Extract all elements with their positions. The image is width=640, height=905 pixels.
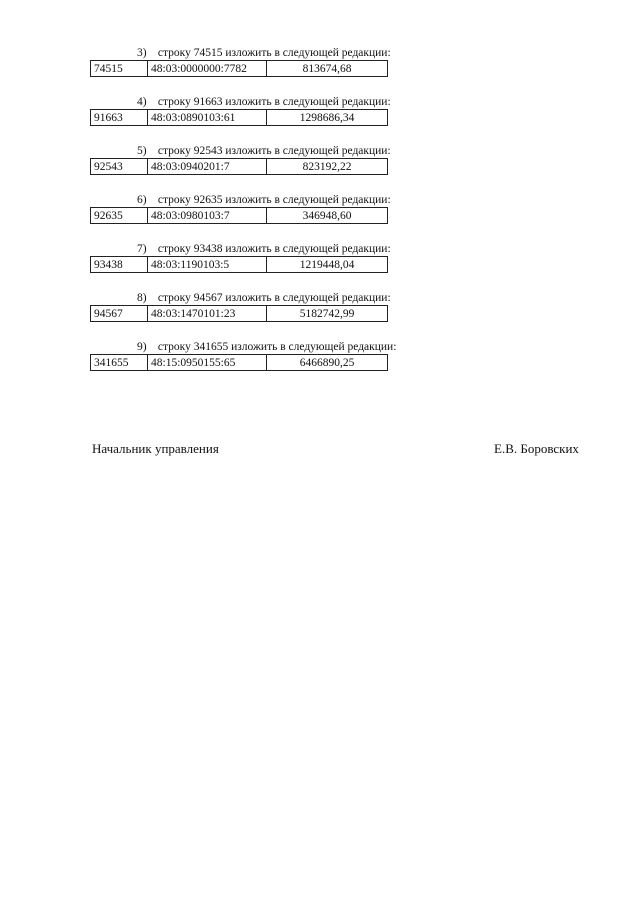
cadastral-number-cell: 48:03:0940201:7 bbox=[148, 159, 267, 175]
item-number: 6) bbox=[137, 194, 147, 206]
item-number: 4) bbox=[137, 96, 147, 108]
cadastral-number-cell: 48:03:1470101:23 bbox=[148, 306, 267, 322]
item-text: строку 92543 изложить в следующей редакции: bbox=[157, 145, 391, 157]
amendment-table bbox=[90, 207, 388, 224]
row-id-cell: 94567 bbox=[91, 306, 148, 322]
amendment-heading bbox=[137, 193, 391, 207]
row-id-cell: 74515 bbox=[91, 61, 148, 77]
amendment-heading bbox=[137, 144, 391, 158]
signatory-name: Е.В. Боровских bbox=[494, 441, 579, 456]
row-id-cell: 341655 bbox=[91, 355, 148, 371]
row-id-cell: 92543 bbox=[91, 159, 148, 175]
item-number: 8) bbox=[137, 292, 147, 304]
amendment-heading bbox=[137, 242, 391, 256]
value-cell: 346948,60 bbox=[267, 208, 388, 224]
table-row bbox=[91, 355, 388, 371]
table-row bbox=[91, 110, 388, 126]
cadastral-number-cell: 48:03:0980103:7 bbox=[148, 208, 267, 224]
table-row bbox=[91, 159, 388, 175]
item-number: 5) bbox=[137, 145, 147, 157]
row-id-cell: 92635 bbox=[91, 208, 148, 224]
row-id-cell: 91663 bbox=[91, 110, 148, 126]
item-text: строку 94567 изложить в следующей редакции: bbox=[157, 292, 391, 304]
amendment-heading bbox=[137, 95, 391, 109]
amendment-table bbox=[90, 109, 388, 126]
cadastral-number-cell: 48:15:0950155:65 bbox=[148, 355, 267, 371]
item-text: строку 74515 изложить в следующей редакции: bbox=[157, 47, 391, 59]
table-row bbox=[91, 257, 388, 273]
value-cell: 1219448,04 bbox=[267, 257, 388, 273]
value-cell: 813674,68 bbox=[267, 61, 388, 77]
item-text: строку 93438 изложить в следующей редакции: bbox=[157, 243, 391, 255]
amendment-table bbox=[90, 354, 388, 371]
cadastral-number-cell: 48:03:0890103:61 bbox=[148, 110, 267, 126]
amendment-table bbox=[90, 256, 388, 273]
amendment-table bbox=[90, 305, 388, 322]
item-text: строку 91663 изложить в следующей редакции: bbox=[157, 96, 391, 108]
table-row bbox=[91, 61, 388, 77]
row-id-cell: 93438 bbox=[91, 257, 148, 273]
amendment-heading bbox=[137, 46, 391, 60]
value-cell: 1298686,34 bbox=[267, 110, 388, 126]
value-cell: 823192,22 bbox=[267, 159, 388, 175]
table-row bbox=[91, 208, 388, 224]
cadastral-number-cell: 48:03:0000000:7782 bbox=[148, 61, 267, 77]
table-row bbox=[91, 306, 388, 322]
item-number: 7) bbox=[137, 243, 147, 255]
item-text: строку 341655 изложить в следующей редакции: bbox=[157, 341, 397, 353]
value-cell: 6466890,25 bbox=[267, 355, 388, 371]
amendment-heading bbox=[137, 340, 396, 354]
amendment-table bbox=[90, 158, 388, 175]
amendment-table bbox=[90, 60, 388, 77]
cadastral-number-cell: 48:03:1190103:5 bbox=[148, 257, 267, 273]
value-cell: 5182742,99 bbox=[267, 306, 388, 322]
amendment-heading bbox=[137, 291, 391, 305]
item-number: 3) bbox=[137, 47, 147, 59]
signatory-position: Начальник управления bbox=[92, 441, 219, 456]
item-number: 9) bbox=[137, 341, 147, 353]
item-text: строку 92635 изложить в следующей редакции: bbox=[157, 194, 391, 206]
